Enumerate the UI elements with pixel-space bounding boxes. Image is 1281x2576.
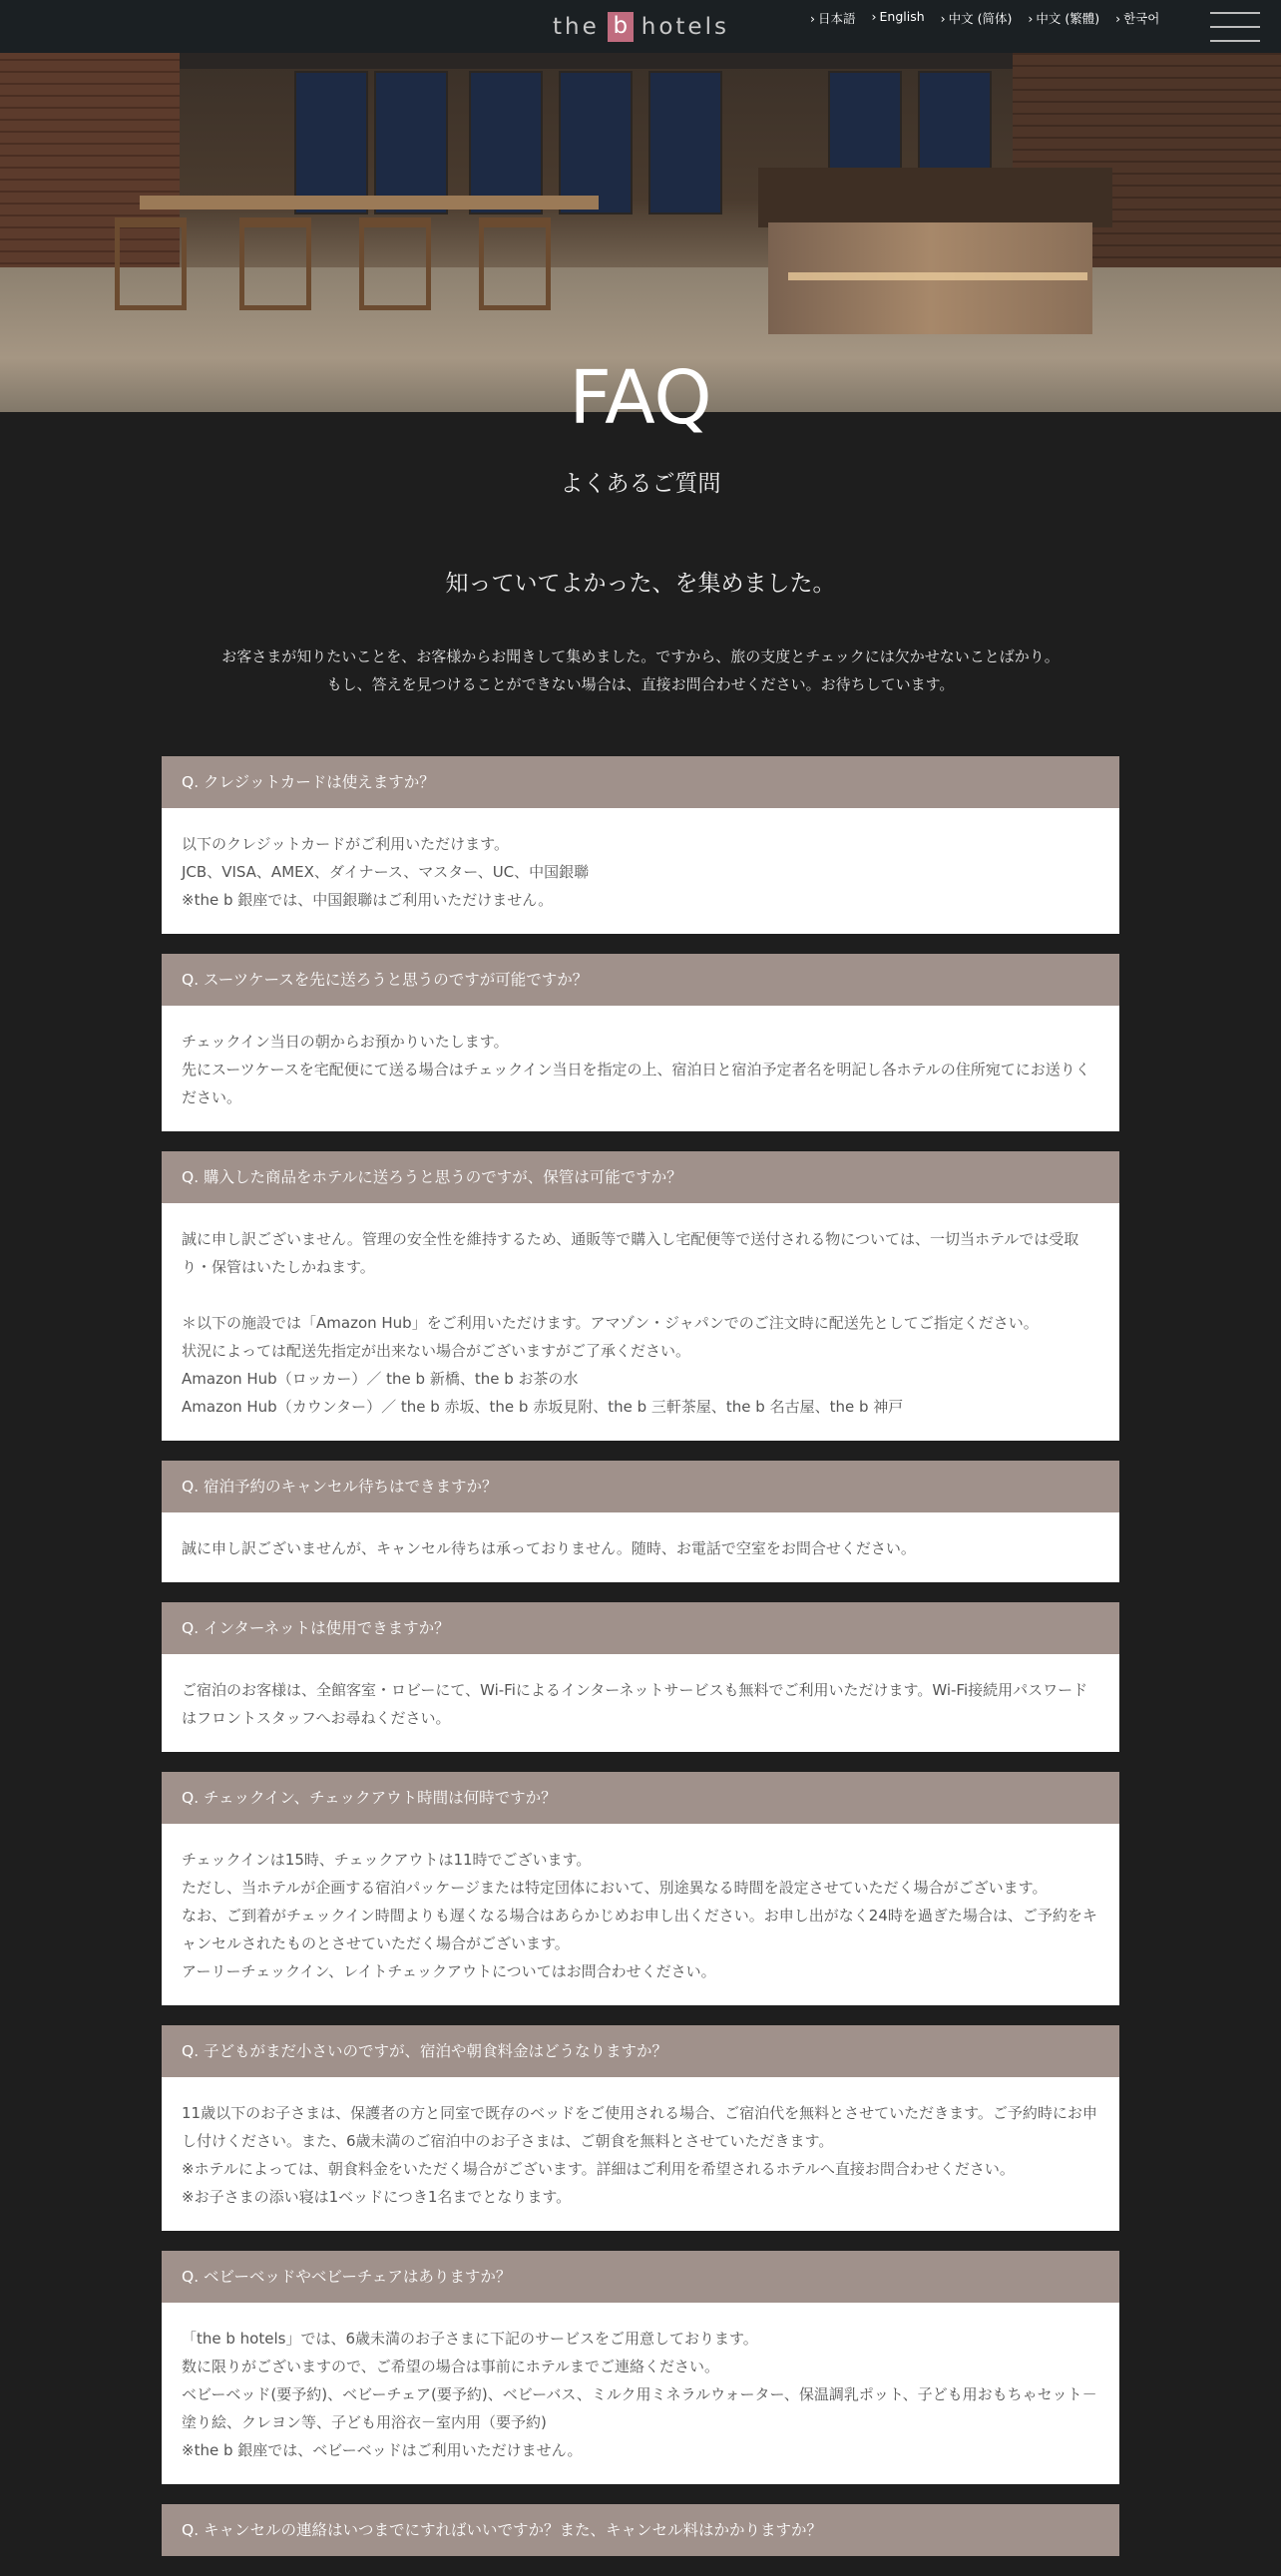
faq-answer-line: ※ホテルによっては、朝食料金をいただく場合がございます。詳細はご利用を希望されるホテルへ直接お問合わせください。 <box>182 2160 1015 2178</box>
language-link[interactable] <box>1028 9 1099 27</box>
faq-answer-line: ※the b 銀座では、中国銀聯はご利用いただけません。 <box>182 891 554 909</box>
chevron-right-icon: › <box>1115 11 1121 26</box>
hero-chair <box>479 217 551 310</box>
faq-question[interactable]: Q. 子どもがまだ小さいのですが、宿泊や朝食料金はどうなりますか？ <box>162 2025 1119 2077</box>
faq-answer-line: 数に限りがございますので、ご希望の場合は事前にホテルまでご連絡ください。 <box>182 2358 719 2375</box>
hero-table <box>140 196 599 210</box>
faq-item <box>162 2504 1119 2556</box>
language-link[interactable] <box>810 9 856 27</box>
faq-answer-line: 以下のクレジットカードがご利用いただけます。 <box>182 835 509 853</box>
faq-answer <box>162 1006 1119 1131</box>
faq-question[interactable]: Q. スーツケースを先に送ろうと思うのですが可能ですか？ <box>162 954 1119 1006</box>
menu-line-icon <box>1210 12 1260 14</box>
faq-answer-line: チェックイン当日の朝からお預かりいたします。 <box>182 1033 509 1051</box>
faq-answer-line: アーリーチェックイン、レイトチェックアウトについてはお問合わせください。 <box>182 1962 716 1980</box>
faq-answer-line: ベビーベッド(要予約)、ベビーチェア(要予約)、ベビーバス、ミルク用ミネラルウォーター、保温調乳ポット、子ども用おもちゃセット－塗り絵、クレヨン等、子ども用浴衣－室内用（要予約) <box>182 2385 1097 2431</box>
hero-chair <box>115 217 187 310</box>
faq-question[interactable]: Q. ベビーベッドやベビーチェアはありますか？ <box>162 2251 1119 2303</box>
hero-chair <box>359 217 431 310</box>
faq-item <box>162 1602 1119 1752</box>
language-label: 日本語 <box>818 11 856 26</box>
faq-answer-line: ※the b 銀座では、ベビーベッドはご利用いただけません。 <box>182 2441 583 2459</box>
faq-answer <box>162 1654 1119 1752</box>
hero-chair <box>239 217 311 310</box>
faq-answer-line: ＊以下の施設では「Amazon Hub」をご利用いただけます。アマゾン・ジャパンでのご注文時に配送先としてご指定ください。 <box>182 1314 1039 1332</box>
faq-item <box>162 1772 1119 2005</box>
faq-answer-line: なお、ご到着がチェックイン時間よりも遅くなる場合はあらかじめお申し出ください。お申し出がなく24時を過ぎた場合は、ご予約をキャンセルされたものとさせていただく場合がございます。 <box>182 1907 1097 1952</box>
logo-b-mark: b <box>608 12 634 42</box>
language-label: 中文 (简体) <box>948 11 1013 26</box>
faq-answer-line: ご宿泊のお客様は、全館客室・ロビーにて、Wi-Fiによるインターネットサービスも無料でご利用いただけます。Wi-Fi接続用パスワードはフロントスタッフへお尋ねください。 <box>182 1681 1088 1727</box>
faq-answer-line <box>182 1281 1099 1309</box>
language-link[interactable] <box>872 9 925 27</box>
faq-answer-line: Amazon Hub（ロッカー）／ the b 新橋、the b お茶の水 <box>182 1370 579 1388</box>
faq-answer-line: 先にスーツケースを宅配便にて送る場合はチェックイン当日を指定の上、宿泊日と宿泊予定者名を明記し各ホテルの住所宛てにお送りください。 <box>182 1061 1090 1106</box>
hero-window <box>374 71 448 215</box>
faq-answer-line: チェックインは15時、チェックアウトは11時でございます。 <box>182 1851 592 1869</box>
chevron-right-icon: › <box>1028 11 1034 26</box>
faq-answer-line: 11歳以下のお子さまは、保護者の方と同室で既存のベッドをご使用される場合、ご宿泊代を無料とさせていただきます。ご予約時にお申し付けください。また、6歳未満のご宿泊中のお子さまは、ご朝食を無料とさせていただきます。 <box>182 2104 1097 2150</box>
intro-line: お客さまが知りたいことを、お客様からお聞きして集めました。ですから、旅の支度とチェックには欠かせないことばかり。 <box>221 647 1060 665</box>
faq-answer-line: 状況によっては配送先指定が出来ない場合がございますがご了承ください。 <box>182 1342 691 1360</box>
faq-item <box>162 1151 1119 1441</box>
faq-answer-line: 誠に申し訳ございません。管理の安全性を維持するため、通販等で購入し宅配便等で送付される物については、一切当ホテルでは受取り・保管はいたしかねます。 <box>182 1230 1079 1276</box>
language-label: 中文 (繁體) <box>1036 11 1100 26</box>
hero-window <box>294 71 368 215</box>
faq-answer-line: 「the b hotels」では、6歳未満のお子さまに下記のサービスをご用意しております。 <box>182 2330 758 2348</box>
faq-answer-line: Amazon Hub（カウンター）／ the b 赤坂、the b 赤坂見附、the b 三軒茶屋、the b 名古屋、the b 神戸 <box>182 1398 904 1416</box>
logo-text-left: the <box>553 14 600 40</box>
chevron-right-icon: › <box>810 11 815 26</box>
language-link[interactable] <box>1115 9 1159 27</box>
chevron-right-icon: › <box>871 9 877 24</box>
faq-answer <box>162 1824 1119 2005</box>
intro-text <box>0 643 1281 698</box>
faq-answer-line: JCB、VISA、AMEX、ダイナース、マスター、UC、中国銀聯 <box>182 863 590 881</box>
faq-question[interactable]: Q. 購入した商品をホテルに送ろうと思うのですが、保管は可能ですか？ <box>162 1151 1119 1203</box>
chevron-right-icon: › <box>940 11 946 26</box>
faq-question[interactable]: Q. チェックイン、チェックアウト時間は何時ですか？ <box>162 1772 1119 1824</box>
language-link[interactable] <box>941 9 1013 27</box>
intro-line: もし、答えを見つけることができない場合は、直接お問合わせください。お待ちしています。 <box>326 675 955 693</box>
faq-answer <box>162 2303 1119 2484</box>
language-label: English <box>879 9 925 24</box>
menu-line-icon <box>1210 40 1260 42</box>
faq-item <box>162 756 1119 934</box>
hero-counter-light <box>788 272 1087 280</box>
hero-window <box>559 71 633 215</box>
faq-answer-line: ただし、当ホテルが企画する宿泊パッケージまたは特定団体において、別途異なる時間を設定させていただく場合がございます。 <box>182 1879 1048 1897</box>
logo-text-right: hotels <box>640 14 729 40</box>
faq-answer-line: 誠に申し訳ございませんが、キャンセル待ちは承っておりません。随時、お電話で空室をお問合せください。 <box>182 1539 916 1557</box>
hero-window <box>469 71 543 215</box>
faq-item <box>162 1461 1119 1582</box>
language-label: 한국어 <box>1123 11 1160 26</box>
language-switcher <box>810 9 1175 27</box>
faq-answer <box>162 1203 1119 1441</box>
hero-window <box>648 71 722 215</box>
brand-logo[interactable] <box>553 12 729 42</box>
page-title: FAQ <box>569 355 712 441</box>
top-header <box>0 0 1281 53</box>
section-lead: 知っていてよかった、を集めました。 <box>445 571 836 597</box>
faq-answer <box>162 2077 1119 2231</box>
faq-item <box>162 2251 1119 2484</box>
faq-question[interactable]: Q. 宿泊予約のキャンセル待ちはできますか？ <box>162 1461 1119 1512</box>
faq-item <box>162 2025 1119 2231</box>
faq-answer-line: ※お子さまの添い寝は1ベッドにつき1名までとなります。 <box>182 2188 572 2206</box>
hamburger-menu-button[interactable] <box>1210 10 1262 44</box>
page-subtitle: よくあるご質問 <box>560 471 721 497</box>
faq-answer <box>162 808 1119 934</box>
faq-question[interactable]: Q. クレジットカードは使えますか？ <box>162 756 1119 808</box>
faq-question[interactable]: Q. インターネットは使用できますか？ <box>162 1602 1119 1654</box>
faq-list <box>162 756 1119 2576</box>
faq-question[interactable]: Q. キャンセルの連絡はいつまでにすればいいですか？また、キャンセル料はかかりますか？ <box>162 2504 1119 2556</box>
menu-line-icon <box>1210 26 1260 28</box>
faq-answer <box>162 1512 1119 1582</box>
hero-reception-counter-top <box>758 168 1112 227</box>
faq-item <box>162 954 1119 1131</box>
